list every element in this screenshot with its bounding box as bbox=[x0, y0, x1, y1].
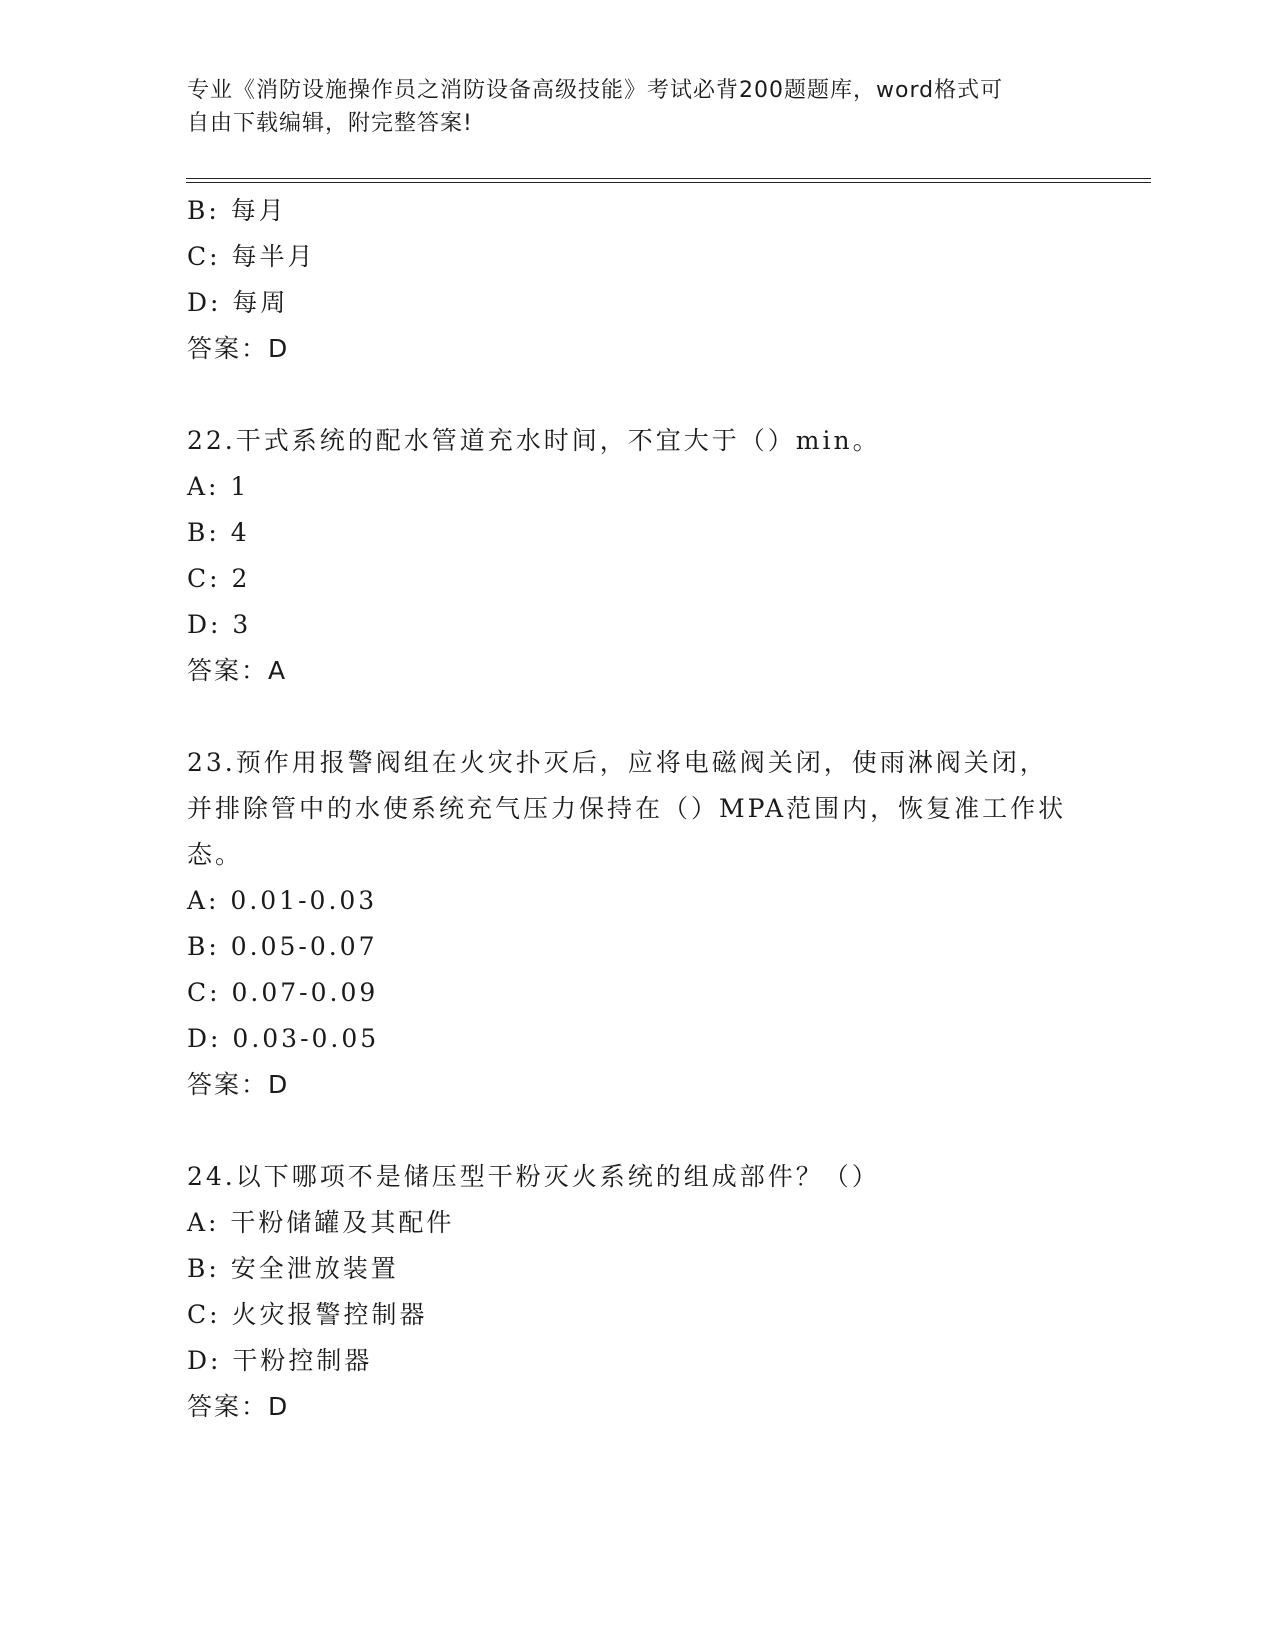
option-a: A: 干粉储罐及其配件 bbox=[187, 1208, 455, 1237]
question-text bbox=[187, 1154, 1087, 1200]
option-b: B: 每月 bbox=[187, 196, 287, 225]
option-c: C: 2 bbox=[187, 564, 251, 593]
answer: 答案：D bbox=[187, 1392, 290, 1421]
question-text bbox=[187, 418, 1087, 464]
spacer bbox=[187, 372, 1087, 418]
header-line-1: 专业《消防设施操作员之消防设备高级技能》考试必背200题题库，word格式可 bbox=[187, 78, 1004, 103]
question-text bbox=[187, 740, 1087, 878]
question-text-line: 23.预作用报警阀组在火灾扑灭后，应将电磁阀关闭，使雨淋阀关闭， bbox=[187, 748, 1048, 777]
option-b: B: 0.05-0.07 bbox=[187, 932, 378, 961]
question-24 bbox=[187, 1154, 1087, 1430]
option-c: C: 0.07-0.09 bbox=[187, 978, 379, 1007]
spacer bbox=[187, 1108, 1087, 1154]
answer: 答案：D bbox=[187, 1070, 290, 1099]
question-text-line: 24.以下哪项不是储压型干粉灭火系统的组成部件？（） bbox=[187, 1162, 880, 1191]
answer: 答案：D bbox=[187, 334, 290, 363]
option-b: B: 安全泄放装置 bbox=[187, 1254, 399, 1283]
option-c: C: 火灾报警控制器 bbox=[187, 1300, 428, 1329]
option-b: B: 4 bbox=[187, 518, 250, 547]
option-a: A: 1 bbox=[187, 472, 250, 501]
header-divider-bottom bbox=[186, 182, 1151, 183]
option-a: A: 0.01-0.03 bbox=[187, 886, 378, 915]
question-21-tail bbox=[187, 188, 1087, 372]
document-header bbox=[187, 74, 1087, 140]
answer: 答案：A bbox=[187, 656, 288, 685]
question-text-line: 并排除管中的水使系统充气压力保持在（）MPA范围内，恢复准工作状 bbox=[187, 794, 1067, 823]
question-23 bbox=[187, 740, 1087, 1108]
option-c: C: 每半月 bbox=[187, 242, 316, 271]
question-list bbox=[187, 188, 1087, 1430]
option-d: D: 0.03-0.05 bbox=[187, 1024, 380, 1053]
header-divider-top bbox=[186, 178, 1151, 179]
question-22 bbox=[187, 418, 1087, 694]
header-line-2: 自由下载编辑，附完整答案! bbox=[187, 111, 473, 136]
question-text-line: 态。 bbox=[187, 840, 244, 869]
option-d: D: 干粉控制器 bbox=[187, 1346, 373, 1375]
option-d: D: 每周 bbox=[187, 288, 289, 317]
question-text-line: 22.干式系统的配水管道充水时间，不宜大于（）min。 bbox=[187, 426, 881, 455]
option-d: D: 3 bbox=[187, 610, 252, 639]
spacer bbox=[187, 694, 1087, 740]
